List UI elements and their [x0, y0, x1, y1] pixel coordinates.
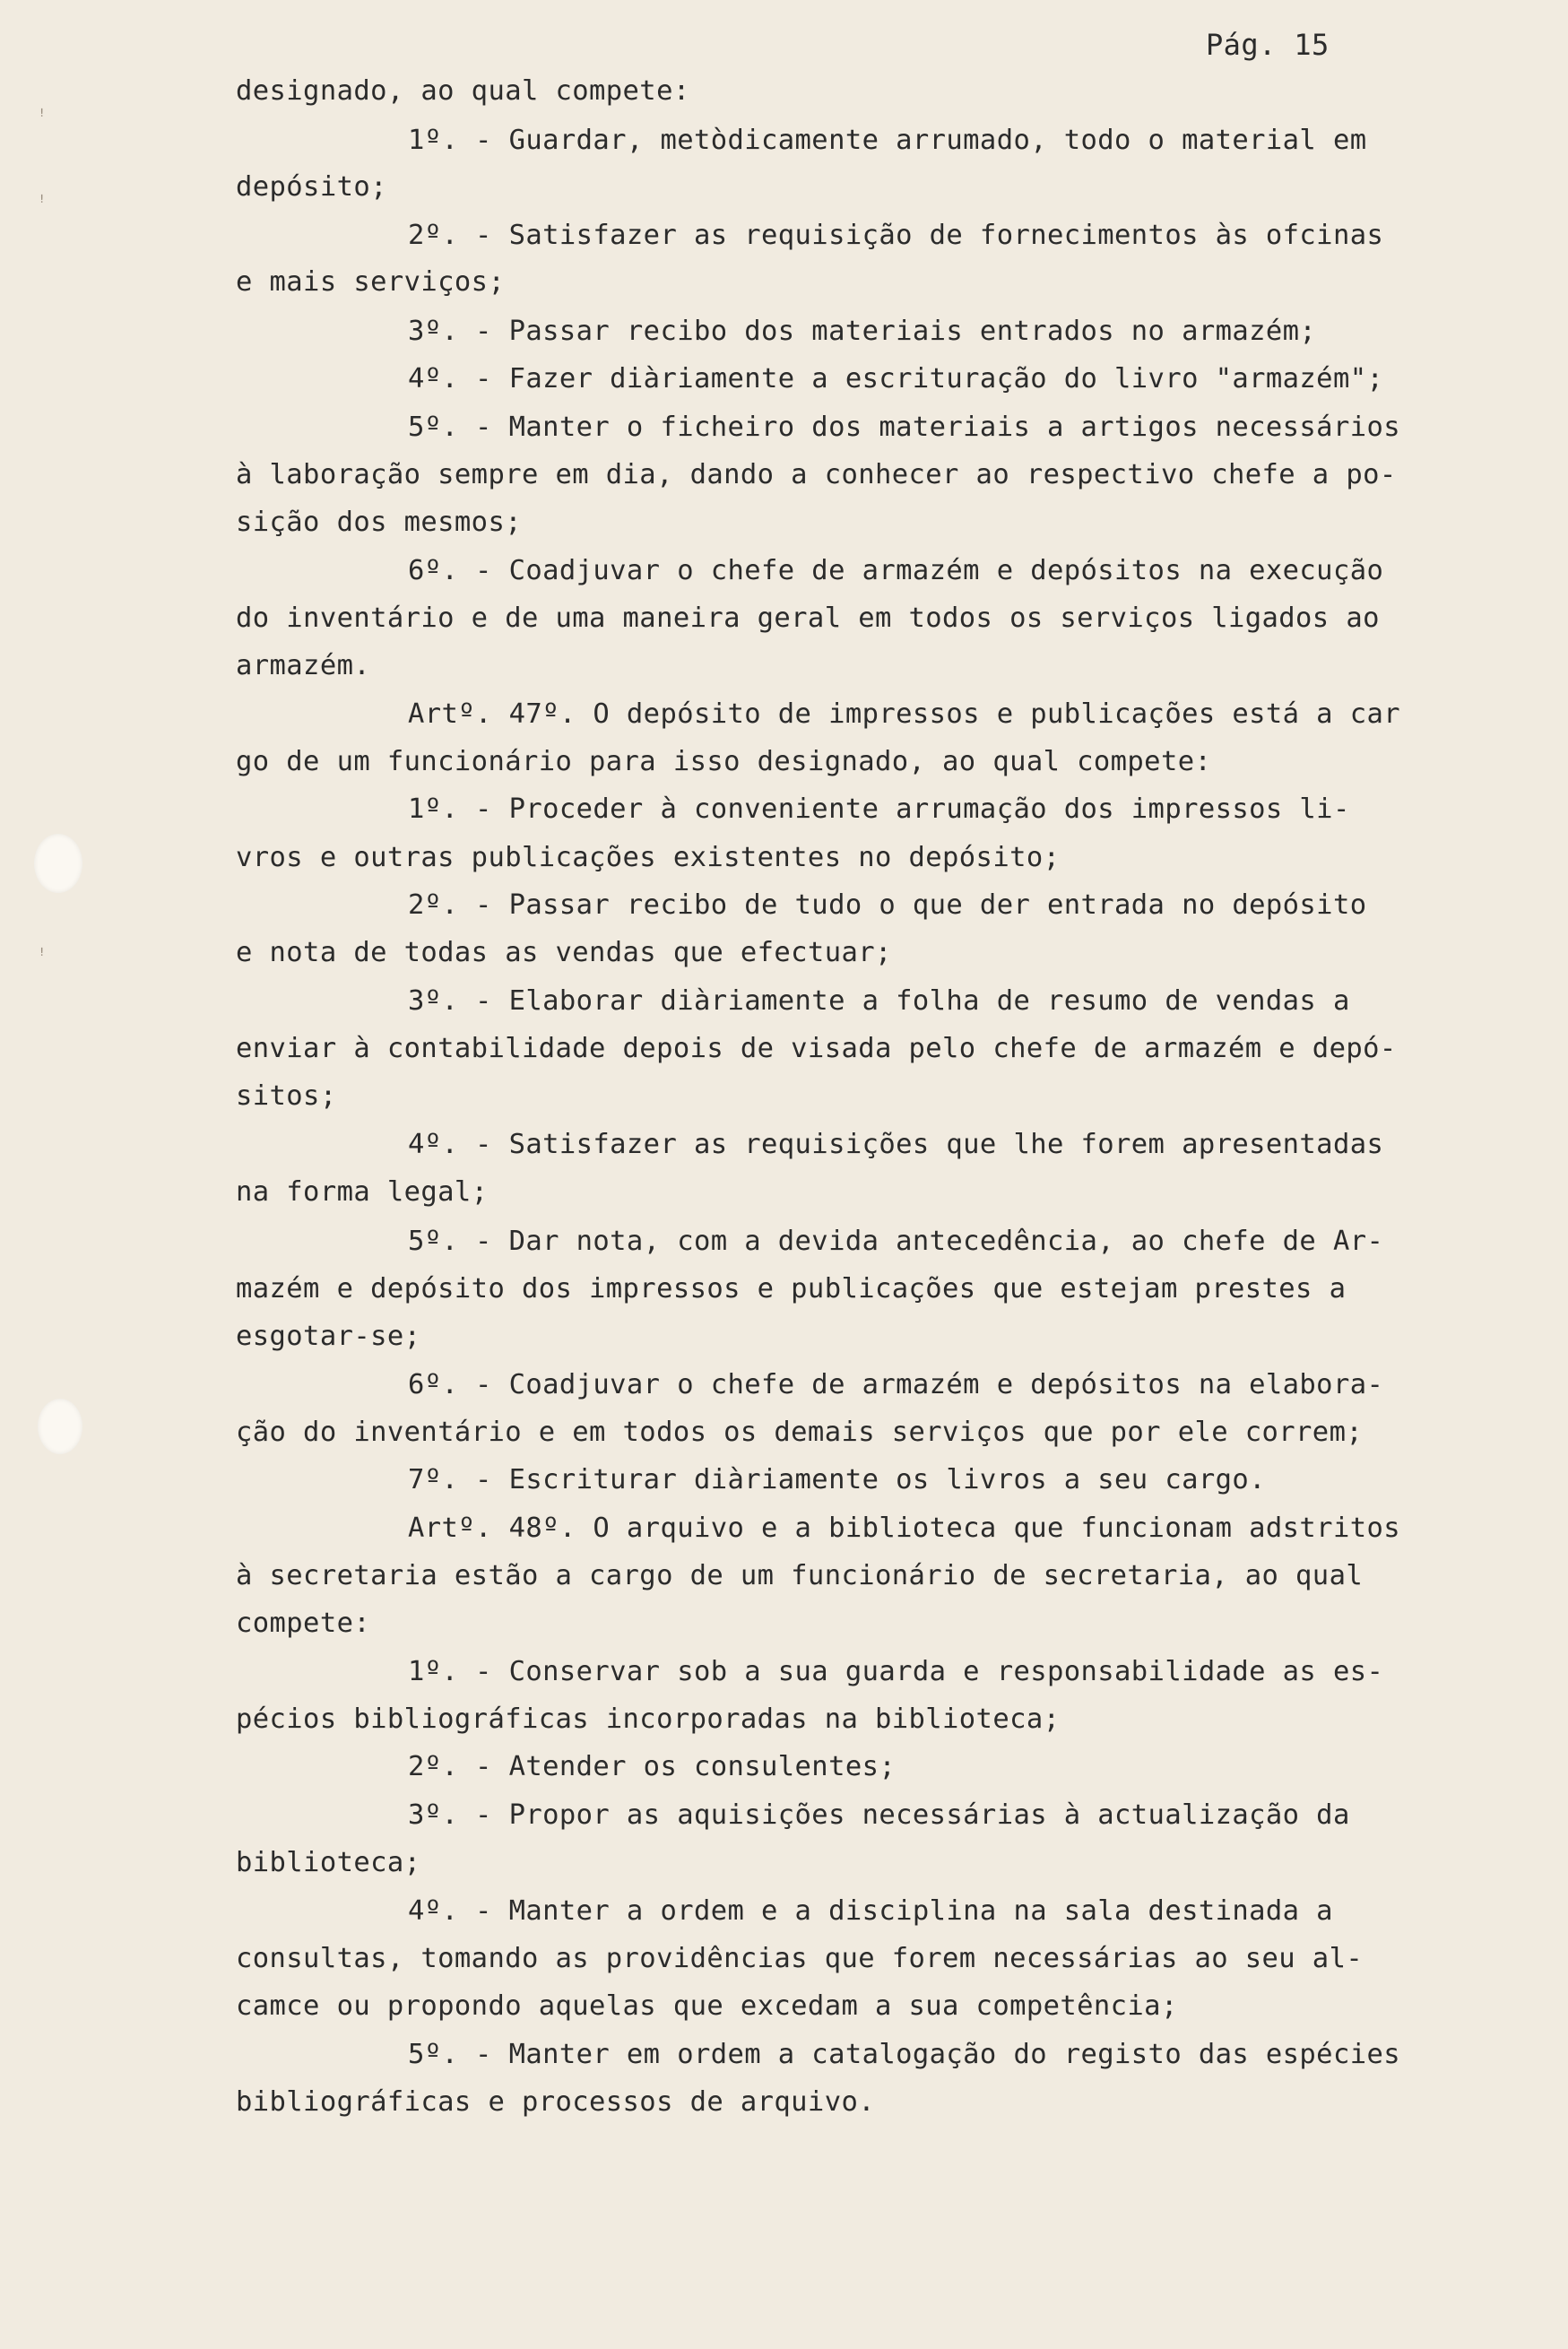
text-line: 2º. - Passar recibo de tudo o que der entrada no depósito	[408, 889, 1367, 921]
text-line: à laboração sempre em dia, dando a conhecer ao respectivo chefe a po-	[236, 459, 1397, 490]
text-line: camce ou propondo aquelas que excedam a sua competência;	[236, 1990, 1178, 2022]
text-line: consultas, tomando as providências que forem necessárias ao seu al-	[236, 1943, 1364, 1974]
text-line: 6º. - Coadjuvar o chefe de armazém e depósitos na elabora-	[408, 1369, 1384, 1400]
text-line: 4º. - Fazer diàriamente a escrituração do livro "armazém";	[408, 363, 1384, 394]
text-line: sitos;	[236, 1080, 337, 1112]
text-line: e nota de todas as vendas que efectuar;	[236, 937, 892, 968]
text-line: 3º. - Passar recibo dos materiais entrados no armazém;	[408, 316, 1317, 347]
text-line: biblioteca;	[236, 1847, 421, 1878]
binder-hole-top	[34, 834, 82, 893]
text-line: Artº. 47º. O depósito de impressos e publicações está a car	[408, 698, 1400, 730]
text-line: bibliográficas e processos de arquivo.	[236, 2086, 875, 2118]
text-line: do inventário e de uma maneira geral em todos os serviços ligados ao	[236, 602, 1380, 634]
text-line: mazém e depósito dos impressos e publicações que estejam prestes a	[236, 1273, 1347, 1305]
text-line: vros e outras publicações existentes no depósito;	[236, 842, 1061, 873]
text-line: armazém.	[236, 650, 371, 681]
text-line: à secretaria estão a cargo de um funcionário de secretaria, ao qual	[236, 1560, 1364, 1591]
text-line: 1º. - Proceder à conveniente arrumação dos impressos li-	[408, 793, 1350, 825]
text-line: 4º. - Satisfazer as requisições que lhe forem apresentadas	[408, 1129, 1384, 1160]
text-line: depósito;	[236, 171, 387, 203]
text-line: pécios bibliográficas incorporadas na biblioteca;	[236, 1703, 1061, 1735]
text-line: go de um funcionário para isso designado, ao qual compete:	[236, 746, 1212, 777]
margin-mark: ꜝ	[36, 192, 48, 214]
text-line: 5º. - Dar nota, com a devida antecedência, ao chefe de Ar-	[408, 1226, 1384, 1257]
text-line: 6º. - Coadjuvar o chefe de armazém e depósitos na execução	[408, 555, 1384, 586]
text-line: 1º. - Conservar sob a sua guarda e responsabilidade as es-	[408, 1656, 1384, 1687]
text-line: esgotar-se;	[236, 1321, 421, 1352]
text-line: 4º. - Manter a ordem e a disciplina na sala destinada a	[408, 1895, 1333, 1927]
text-line: 3º. - Propor as aquisições necessárias à actualização da	[408, 1799, 1350, 1831]
text-line: enviar à contabilidade depois de visada pelo chefe de armazém e depó-	[236, 1033, 1397, 1064]
margin-mark: ꜝ	[36, 945, 48, 967]
text-line: compete:	[236, 1608, 371, 1639]
text-line: ção do inventário e em todos os demais serviços que por ele correm;	[236, 1417, 1364, 1448]
text-line: 2º. - Satisfazer as requisição de fornecimentos às ofcinas	[408, 220, 1384, 251]
binder-hole-bottom	[38, 1399, 82, 1454]
text-line: 7º. - Escriturar diàriamente os livros a seu cargo.	[408, 1464, 1266, 1495]
text-line: 5º. - Manter o ficheiro dos materiais a artigos necessários	[408, 412, 1400, 443]
text-line: 2º. - Atender os consulentes;	[408, 1751, 897, 1782]
text-line: designado, ao qual compete:	[236, 75, 690, 107]
text-line: na forma legal;	[236, 1176, 489, 1208]
text-line: e mais serviços;	[236, 266, 506, 298]
page-number: Pág. 15	[1206, 28, 1330, 62]
text-line: 1º. - Guardar, metòdicamente arrumado, todo o material em	[408, 125, 1367, 156]
text-line: sição dos mesmos;	[236, 507, 522, 538]
text-line: 3º. - Elaborar diàriamente a folha de resumo de vendas a	[408, 985, 1350, 1017]
text-line: Artº. 48º. O arquivo e a biblioteca que funcionam adstritos	[408, 1513, 1400, 1544]
margin-mark: ꜝ	[36, 106, 48, 128]
text-line: 5º. - Manter em ordem a catalogação do registo das espécies	[408, 2039, 1400, 2070]
